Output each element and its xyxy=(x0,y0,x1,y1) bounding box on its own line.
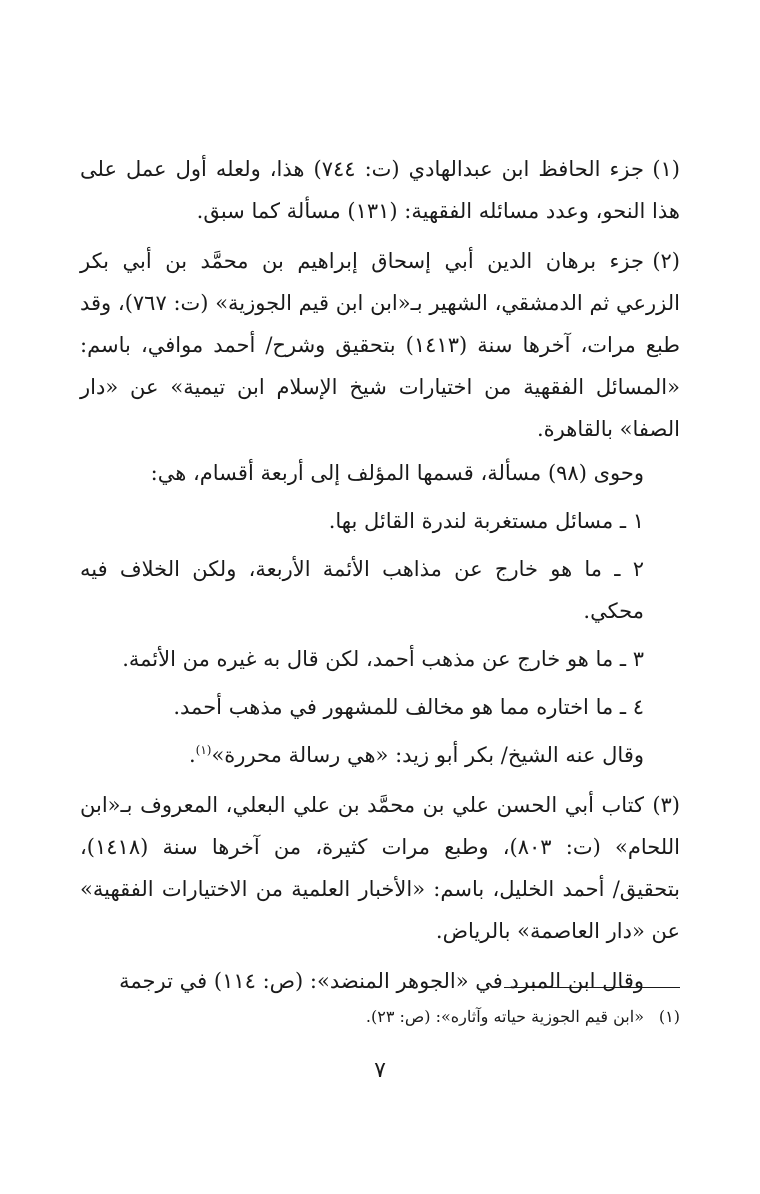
quote-line xyxy=(80,734,680,776)
main-text xyxy=(80,148,680,1008)
entry-3 xyxy=(80,784,680,952)
footnote-divider xyxy=(504,987,680,988)
quote-text: وقال عنه الشيخ/ بكر أبو زيد: «هي رسالة محررة» xyxy=(211,743,644,767)
list-item: ١ ـ مسائل مستغربة لندرة القائل بها. xyxy=(328,509,644,533)
entry-intro: وحوى (٩٨) مسألة، قسمها المؤلف إلى أربعة أقسام، هي: xyxy=(150,461,644,485)
entry-text: جزء برهان الدين أبي إسحاق إبراهيم بن محمَّد بن أبي بكر الزرعي ثم الدمشقي، الشهير بـ«ابن ابن قيم الجوزية» (ت: ٧٦٧)، وقد طبع مرات، آخرها سنة (١٤١٣) بتحقيق وشرح/ أحمد موافي، باسم: «المسائل الفقهية من اختيارات شيخ الإسلام ابن تيمية» عن «دار الصفا» بالقاهرة. xyxy=(80,249,681,441)
entry-number: (٢) xyxy=(652,249,680,273)
footnote-number: (١) xyxy=(658,1007,680,1026)
list-item: ٤ ـ ما اختاره مما هو مخالف للمشهور في مذهب أحمد. xyxy=(173,695,644,719)
footnote-text: «ابن قيم الجوزية حياته وآثاره»: (ص: ٢٣). xyxy=(365,1007,644,1026)
footnote xyxy=(80,1004,680,1030)
entry-1 xyxy=(80,148,680,232)
page-number: ٧ xyxy=(374,1058,386,1083)
closing-line: وقال ابن المبرد في «الجوهر المنضد»: (ص: ١١٤) في ترجمة xyxy=(119,969,644,993)
entry-2 xyxy=(80,240,680,776)
entry-number: (٣) xyxy=(652,793,680,817)
footnote-ref: (١) xyxy=(195,743,212,757)
entry-text: جزء الحافظ ابن عبدالهادي (ت: ٧٤٤) هذا، ولعله أول عمل على هذا النحو، وعدد مسائله الفقهية: (١٣١) مسألة كما سبق. xyxy=(80,157,680,223)
quote-end: . xyxy=(188,743,196,767)
entry-text: كتاب أبي الحسن علي بن محمَّد بن علي البعلي، المعروف بـ«ابن اللحام» (ت: ٨٠٣)، وطبع مرات كثيرة، من آخرها سنة (١٤١٨)، بتحقيق/ أحمد الخليل، باسم: «الأخبار العلمية من الاختيارات الفقهية» عن «دار العاصمة» بالرياض. xyxy=(80,793,680,943)
list-item: ٢ ـ ما هو خارج عن مذاهب الأئمة الأربعة، ولكن الخلاف فيه محكي. xyxy=(80,557,644,623)
entry-number: (١) xyxy=(652,157,680,181)
list-item: ٣ ـ ما هو خارج عن مذهب أحمد، لكن قال به غيره من الأئمة. xyxy=(122,647,644,671)
